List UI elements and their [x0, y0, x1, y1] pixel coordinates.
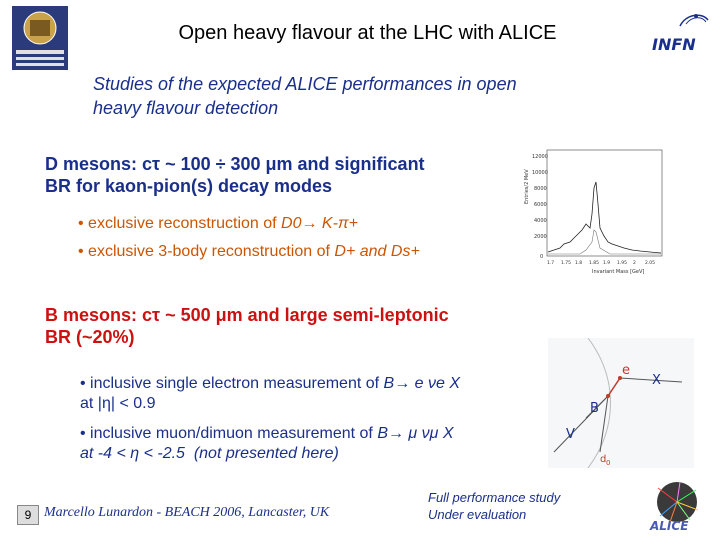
ytick: 10000: [532, 170, 548, 176]
xtick: 1.85: [589, 261, 600, 266]
xtick: 2.05: [645, 261, 656, 266]
footer-note: [428, 489, 560, 523]
slide-number: 9: [17, 505, 39, 525]
bullet-text: • inclusive single electron measurement of: [80, 375, 380, 392]
bullet-text: • exclusive 3-body reconstruction of: [78, 243, 330, 260]
bullet-range: at -4 < η < -2.5: [80, 445, 185, 462]
histogram-ylabel: Entries/2 MeV: [524, 169, 530, 204]
infn-logo-text: INFN: [652, 35, 696, 54]
xtick: 1.8: [575, 261, 583, 266]
ytick: 4000: [534, 218, 547, 224]
decay-formula: D0→ K-π+: [281, 215, 358, 232]
subtitle: [93, 72, 653, 120]
decay-topology-diagram: [548, 338, 694, 468]
d-mesons-line-2: BR for kaon-pion(s) decay modes: [45, 176, 333, 196]
diagram-label-ds-sub: 0: [606, 459, 611, 467]
decay-formula: B→ e νe X: [383, 375, 461, 392]
b-mesons-line-2: BR (~20%): [45, 327, 135, 347]
b-mesons-heading: [45, 304, 525, 348]
d-mesons-line-1: D mesons: cτ ~ 100 ÷ 300 μm and significant: [45, 154, 425, 174]
ytick: 6000: [534, 202, 547, 208]
bullet-range: at |η| < 0.9: [80, 395, 156, 412]
d-mesons-bullet-1: [78, 214, 358, 234]
ytick: 0: [540, 254, 544, 260]
diagram-label-b: B: [590, 401, 599, 416]
bullet-text: • inclusive muon/dimuon measurement of: [80, 425, 373, 442]
decay-formula: B→ μ νμ X: [377, 425, 454, 442]
diagram-label-v: V: [566, 427, 575, 442]
diagram-label-x: X: [652, 373, 661, 388]
diagram-label-e: e: [622, 363, 630, 378]
invariant-mass-histogram: [520, 144, 668, 276]
d-mesons-bullet-2: [78, 242, 420, 262]
subtitle-line-2: heavy flavour detection: [93, 98, 279, 118]
infn-logo: [650, 8, 712, 60]
b-mesons-line-1: B mesons: cτ ~ 500 μm and large semi-leptonic: [45, 305, 449, 325]
xtick: 2: [633, 261, 636, 266]
xtick: 1.7: [547, 261, 555, 266]
subtitle-line-1: Studies of the expected ALICE performances in open: [93, 74, 517, 94]
bullet-text: • exclusive reconstruction of: [78, 215, 277, 232]
histogram-xlabel: Invariant Mass [GeV]: [592, 269, 645, 275]
ytick: 12000: [532, 154, 548, 160]
diagram-label-ds: d: [600, 454, 607, 465]
alice-logo: [646, 480, 708, 532]
b-mesons-bullet-1: [80, 374, 550, 414]
bullet-note: (not presented here): [193, 445, 339, 462]
ytick: 8000: [534, 186, 547, 192]
footer-note-line-1: Full performance study: [428, 490, 561, 505]
b-mesons-bullet-2: [80, 424, 550, 464]
alice-logo-text: ALICE: [650, 519, 689, 532]
d-mesons-heading: [45, 153, 505, 197]
footer-text: Marcello Lunardon - BEACH 2006, Lancaster, UK: [44, 505, 330, 520]
xtick: 1.75: [561, 261, 572, 266]
page-title: Open heavy flavour at the LHC with ALICE: [178, 22, 557, 44]
xtick: 1.95: [617, 261, 628, 266]
xtick: 1.9: [603, 261, 611, 266]
decay-formula: D+ and Ds+: [334, 243, 420, 260]
footer-note-line-2: Under evaluation: [428, 507, 527, 522]
ytick: 2000: [534, 234, 547, 240]
